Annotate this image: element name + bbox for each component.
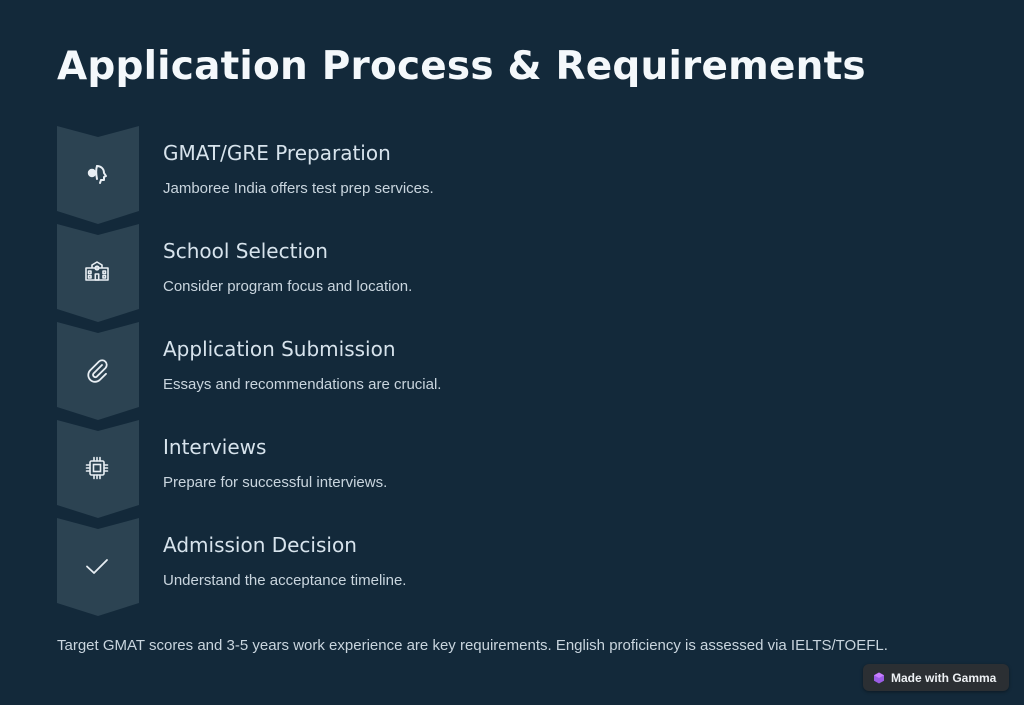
school-building-icon xyxy=(83,258,111,286)
process-step xyxy=(57,322,757,420)
step-title: Application Submission xyxy=(163,337,396,361)
step-description: Essays and recommendations are crucial. xyxy=(163,376,442,393)
step-description: Jamboree India offers test prep services. xyxy=(163,180,434,197)
slide-title: Application Process & Requirements xyxy=(57,44,866,89)
process-step xyxy=(57,518,757,616)
process-step xyxy=(57,126,757,224)
process-steps xyxy=(57,126,757,616)
step-description: Understand the acceptance timeline. xyxy=(163,572,407,589)
gamma-logo-icon xyxy=(873,672,885,684)
step-title: School Selection xyxy=(163,239,328,263)
head-profile-icon xyxy=(83,160,111,188)
checkmark-icon xyxy=(83,552,111,580)
process-step xyxy=(57,420,757,518)
step-description: Prepare for successful interviews. xyxy=(163,474,388,491)
step-title: Interviews xyxy=(163,435,267,459)
step-description: Consider program focus and location. xyxy=(163,278,413,295)
process-step xyxy=(57,224,757,322)
cpu-chip-icon xyxy=(83,454,111,482)
badge-label: Made with Gamma xyxy=(891,670,997,685)
step-title: Admission Decision xyxy=(163,533,357,557)
paperclip-icon xyxy=(83,356,111,384)
requirements-note: Target GMAT scores and 3-5 years work experience are key requirements. English proficiency is assessed via IELTS/TOEFL. xyxy=(57,637,888,654)
made-with-gamma-badge[interactable] xyxy=(863,664,1009,691)
step-title: GMAT/GRE Preparation xyxy=(163,141,391,165)
